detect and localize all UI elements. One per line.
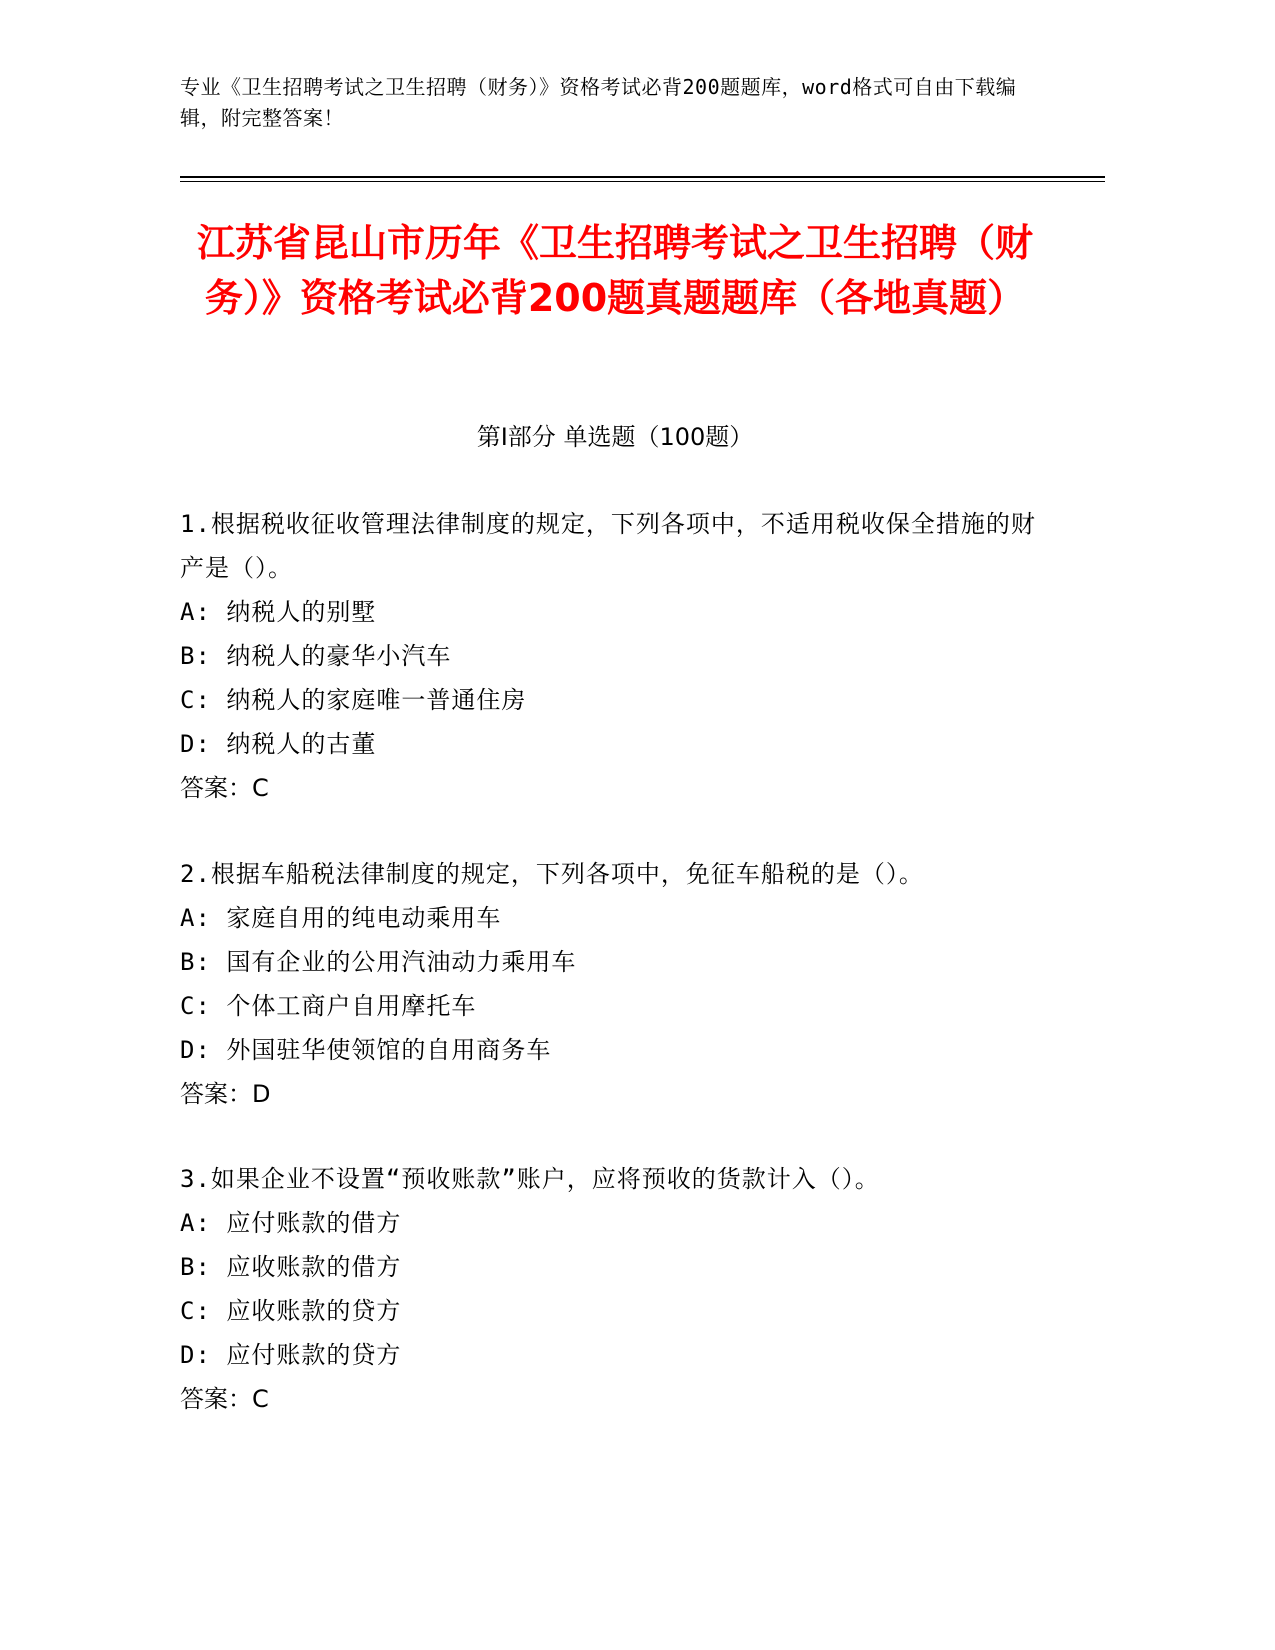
header-divider-thin: [180, 181, 1105, 182]
header-divider-thick: [180, 176, 1105, 178]
option-b: B: 国有企业的公用汽油动力乘用车: [180, 948, 577, 976]
option-d: D: 纳税人的古董: [180, 730, 377, 758]
question-2: [180, 852, 1060, 1116]
option-b: B: 应收账款的借方: [180, 1253, 402, 1281]
option-a: A: 纳税人的别墅: [180, 598, 377, 626]
answer: 答案：C: [180, 774, 269, 802]
option-a: A: 应付账款的借方: [180, 1209, 402, 1237]
option-c: C: 纳税人的家庭唯一普通住房: [180, 686, 527, 714]
question-1: [180, 502, 1060, 810]
option-b: B: 纳税人的豪华小汽车: [180, 642, 452, 670]
question-stem: 2.根据车船税法律制度的规定，下列各项中，免征车船税的是（）。: [180, 860, 924, 888]
document-header-note: 专业《卫生招聘考试之卫生招聘（财务）》资格考试必背200题题库，word格式可自由下载编辑，附完整答案！: [180, 75, 1017, 130]
option-c: C: 应收账款的贷方: [180, 1297, 402, 1325]
question-stem: 1.根据税收征收管理法律制度的规定，下列各项中，不适用税收保全措施的财产是（）。: [180, 510, 1036, 582]
option-d: D: 应付账款的贷方: [180, 1341, 402, 1369]
document-title: 江苏省昆山市历年《卫生招聘考试之卫生招聘（财务）》资格考试必背200题真题题库（各地真题）: [196, 221, 1033, 320]
answer: 答案：C: [180, 1385, 269, 1413]
question-3: [180, 1157, 1060, 1421]
option-a: A: 家庭自用的纯电动乘用车: [180, 904, 502, 932]
question-stem: 3.如果企业不设置“预收账款”账户，应将预收的货款计入（）。: [180, 1165, 880, 1193]
answer: 答案：D: [180, 1080, 271, 1108]
option-d: D: 外国驻华使领馆的自用商务车: [180, 1036, 552, 1064]
section-heading: 第Ⅰ部分 单选题（100题）: [476, 423, 754, 451]
option-c: C: 个体工商户自用摩托车: [180, 992, 477, 1020]
